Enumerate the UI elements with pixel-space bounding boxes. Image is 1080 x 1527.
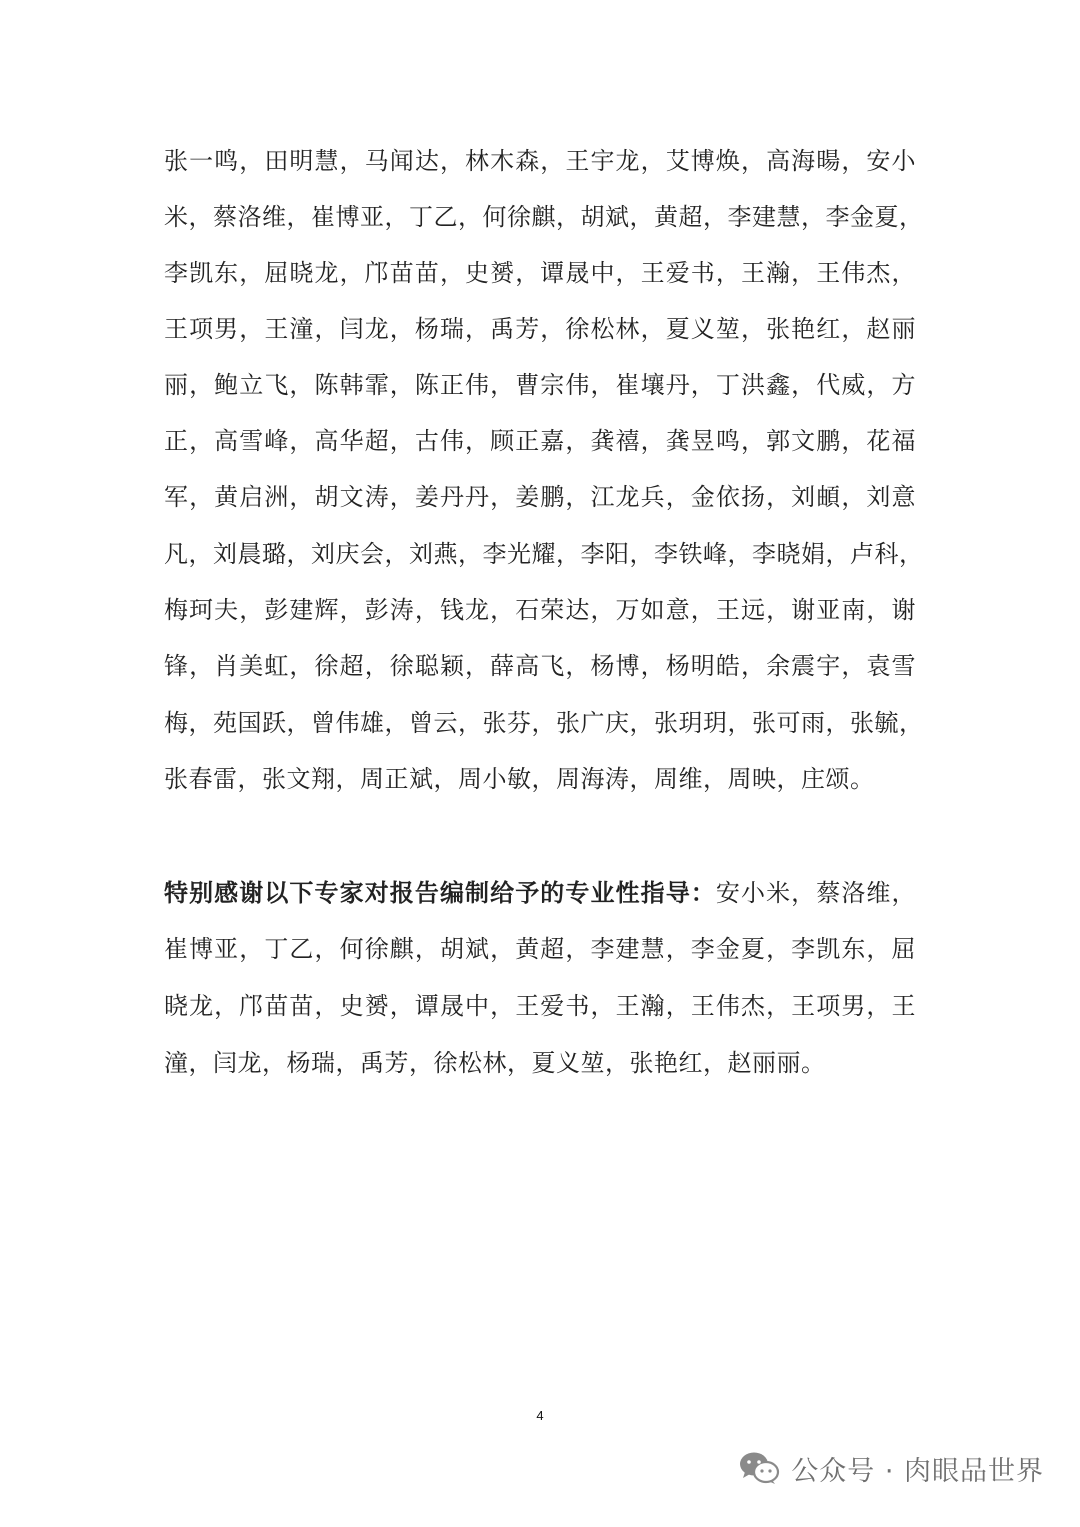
wechat-watermark	[737, 1448, 1044, 1488]
special-thanks-heading: 特别感谢以下专家对报告编制给予的专业性指导：	[164, 879, 716, 907]
paragraph-line: 正，高雪峰，高华超，古伟，顾正嘉，龚禧，龚昱鸣，郭文鹏，花福	[164, 427, 916, 455]
paragraph-line: 锋，肖美虹，徐超，徐聪颖，薛高飞，杨博，杨明皓，余震宇，袁雪	[164, 652, 916, 680]
paragraph-line: 米，蔡洛维，崔博亚，丁乙，何徐麒，胡斌，黄超，李建慧，李金夏，	[164, 203, 924, 231]
wechat-icon	[737, 1450, 781, 1486]
paragraph-line: 丽，鲍立飞，陈韩霏，陈正伟，曹宗伟，崔壤丹，丁洪鑫，代威，方	[164, 371, 916, 399]
watermark-text: 公众号 · 肉眼品世界	[791, 1455, 1044, 1487]
paragraph-line: 李凯东，屈晓龙，邝苗苗，史赟，谭晟中，王爱书，王瀚，王伟杰，	[164, 259, 916, 287]
special-thanks-first-names: 安小米，蔡洛维，	[715, 879, 917, 907]
paragraph-line: 凡，刘晨璐，刘庆会，刘燕，李光耀，李阳，李铁峰，李晓娟，卢科，	[164, 540, 924, 568]
paragraph-line: 军，黄启洲，胡文涛，姜丹丹，姜鹏，江龙兵，金依扬，刘頔，刘意	[164, 483, 916, 511]
paragraph-line: 梅，苑国跃，曾伟雄，曾云，张芬，张广庆，张玥玥，张可雨，张毓，	[164, 709, 924, 737]
paragraph-line: 崔博亚，丁乙，何徐麒，胡斌，黄超，李建慧，李金夏，李凯东，屈	[164, 935, 916, 963]
paragraph-line: 王项男，王潼，闫龙，杨瑞，禹芳，徐松林，夏义堃，张艳红，赵丽	[164, 315, 916, 343]
paragraph-line: 晓龙，邝苗苗，史赟，谭晟中，王爱书，王瀚，王伟杰，王项男，王	[164, 992, 916, 1020]
page-number: 4	[536, 1408, 544, 1423]
paragraph-line: 梅珂夫，彭建辉，彭涛，钱龙，石荣达，万如意，王远，谢亚南，谢	[164, 596, 916, 624]
special-thanks-first-line	[164, 878, 916, 908]
paragraph-line: 张春雷，张文翔，周正斌，周小敏，周海涛，周维，周映，庄颂。	[164, 765, 875, 793]
paragraph-line: 潼，闫龙，杨瑞，禹芳，徐松林，夏义堃，张艳红，赵丽丽。	[164, 1049, 826, 1077]
paragraph-line: 张一鸣，田明慧，马闻达，林木森，王宇龙，艾博焕，高海暘，安小	[164, 147, 916, 175]
